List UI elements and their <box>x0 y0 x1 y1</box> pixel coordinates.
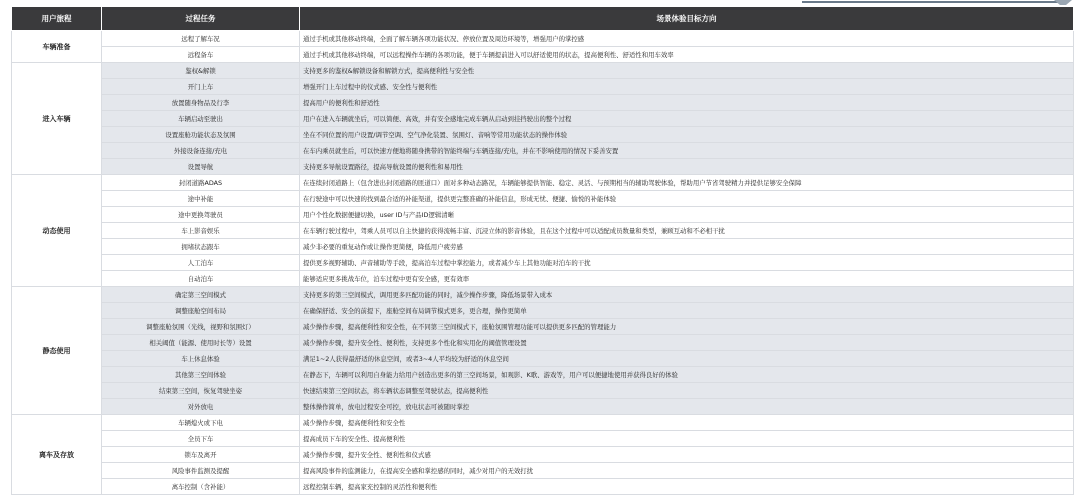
goal-cell: 能够适应更多挑战车位，泊车过程中更有安全感，更有效率 <box>300 271 1074 287</box>
table-row <box>12 287 1074 303</box>
task-cell: 锁车及离开 <box>102 447 300 463</box>
table-row <box>12 63 1074 79</box>
task-cell: 远程备车 <box>102 47 300 63</box>
goal-cell: 在车辆行驶过程中，驾乘人员可以自主快捷的获得流畅丰富、沉浸立体的影音体验，且在这个过程中可以适配成员数量和类型，兼顾互动和不必相干扰 <box>300 223 1074 239</box>
goal-cell: 增强开门上车过程中的仪式感、安全性与便利性 <box>300 79 1074 95</box>
task-cell: 封闭道路ADAS <box>102 175 300 191</box>
stage-cell: 进入车辆 <box>12 63 102 175</box>
header-task: 过程任务 <box>102 7 300 31</box>
goal-cell: 用户在进入车辆就坐后，可以简便、高效，并有安全感地完成车辆从启动到挂挡驶出的整个过程 <box>300 111 1074 127</box>
goal-cell: 在确保舒适、安全的前提下，座舱空间布局调节模式更多，更合理，操作更简单 <box>300 303 1074 319</box>
goal-cell: 在车内乘员就坐后，可以快速方便地将随身携带的智能终端与车辆连接/充电，并在不影响使用的情况下妥善安置 <box>300 143 1074 159</box>
table-row <box>12 479 1074 495</box>
table-row <box>12 463 1074 479</box>
table-row <box>12 207 1074 223</box>
task-cell: 设置座舱功能状态及氛围 <box>102 127 300 143</box>
table-row <box>12 351 1074 367</box>
task-cell: 结束第三空间，恢复驾驶坐姿 <box>102 383 300 399</box>
task-cell: 外接设备连接/充电 <box>102 143 300 159</box>
goal-cell: 支持更多导航设置路径，提高导航设置的便利性和易用性 <box>300 159 1074 175</box>
goal-cell: 减少操作步骤，提高便利性和安全性 <box>300 415 1074 431</box>
task-cell: 设置导航 <box>102 159 300 175</box>
task-cell: 远程了解车况 <box>102 31 300 47</box>
table-row <box>12 175 1074 191</box>
goal-cell: 支持更多的鉴权&解锁设备和解锁方式，提高便利性与安全性 <box>300 63 1074 79</box>
table-row <box>12 111 1074 127</box>
table-row <box>12 159 1074 175</box>
table-row <box>12 223 1074 239</box>
goal-cell: 用户个性化数据便捷切换，user ID与产品ID逻辑清晰 <box>300 207 1074 223</box>
table-row <box>12 383 1074 399</box>
goal-cell: 减少非必要的重复动作或让操作更简便，降低用户疲劳感 <box>300 239 1074 255</box>
task-cell: 开门上车 <box>102 79 300 95</box>
task-cell: 拥堵状态跟车 <box>102 239 300 255</box>
goal-cell: 远程控制车辆，提高家充控制的灵活性和便利性 <box>300 479 1074 495</box>
table-row <box>12 319 1074 335</box>
task-cell: 相关阈值（能源、使用时长等）设置 <box>102 335 300 351</box>
stage-cell: 动态使用 <box>12 175 102 287</box>
task-cell: 调整座舱空间布局 <box>102 303 300 319</box>
table-row <box>12 31 1074 47</box>
top-divider <box>0 0 1080 3</box>
goal-cell: 快速结束第三空间状态，将车辆状态调整至驾驶状态，提高便利性 <box>300 383 1074 399</box>
table-row <box>12 415 1074 431</box>
goal-cell: 提高用户的便利性和舒适性 <box>300 95 1074 111</box>
table-row <box>12 431 1074 447</box>
table-row <box>12 367 1074 383</box>
task-cell: 车上休息体验 <box>102 351 300 367</box>
table-row <box>12 127 1074 143</box>
table-row <box>12 143 1074 159</box>
table-row <box>12 239 1074 255</box>
task-cell: 途中补能 <box>102 191 300 207</box>
table-header-row <box>12 7 1074 31</box>
goal-cell: 整体操作简单，放电过程安全可控，放电状态可被随时掌控 <box>300 399 1074 415</box>
goal-cell: 在静态下，车辆可以利用自身能力给用户创造出更多的第三空间场景，如观影、K歌、游戏等，用户可以便捷地使用并获得良好的体验 <box>300 367 1074 383</box>
task-cell: 放置随身物品及行李 <box>102 95 300 111</box>
goal-cell: 减少操作步骤，提升安全性、便利性和仪式感 <box>300 447 1074 463</box>
table-row <box>12 255 1074 271</box>
task-cell: 其他第三空间体验 <box>102 367 300 383</box>
journey-table <box>11 6 1074 495</box>
task-cell: 途中更换驾驶员 <box>102 207 300 223</box>
task-cell: 车辆熄火或下电 <box>102 415 300 431</box>
table-row <box>12 399 1074 415</box>
header-stage: 用户旅程 <box>12 7 102 31</box>
stage-cell: 车辆准备 <box>12 31 102 63</box>
table-row <box>12 47 1074 63</box>
task-cell: 调整座舱氛围（光线，视野和氛围灯） <box>102 319 300 335</box>
goal-cell: 提高成员下车的安全性、提高便利性 <box>300 431 1074 447</box>
table-row <box>12 79 1074 95</box>
stage-cell: 离车及存放 <box>12 415 102 495</box>
table-row <box>12 335 1074 351</box>
header-goal: 场景体验目标方向 <box>300 7 1074 31</box>
task-cell: 车上影音娱乐 <box>102 223 300 239</box>
table-row <box>12 271 1074 287</box>
table-row <box>12 95 1074 111</box>
goal-cell: 减少操作步骤，提升安全性、便利性，支持更多个性化和实用化的阈值管理设置 <box>300 335 1074 351</box>
task-cell: 鉴权&解锁 <box>102 63 300 79</box>
goal-cell: 提供更多视野辅助、声音辅助等手段，提高泊车过程中掌控能力，或者减少车上其他功能对泊车的干扰 <box>300 255 1074 271</box>
task-cell: 确定第三空间模式 <box>102 287 300 303</box>
task-cell: 自动泊车 <box>102 271 300 287</box>
goal-cell: 在行驶途中可以快速的找到最合适的补能渠道，提供更完整准确的补能信息，形成无忧、便捷、愉悦的补能体验 <box>300 191 1074 207</box>
goal-cell: 通过手机或其他移动终端，全面了解车辆各项功能状况、停放位置及周边环境等，增强用户的掌控感 <box>300 31 1074 47</box>
table-row <box>12 447 1074 463</box>
task-cell: 对外放电 <box>102 399 300 415</box>
goal-cell: 通过手机或其他移动终端，可以远程操作车辆的各项功能，便于车辆提前进入可以舒适使用的状态，提高便利性、舒适性和用车效率 <box>300 47 1074 63</box>
task-cell: 人工泊车 <box>102 255 300 271</box>
task-cell: 风险事件监测及提醒 <box>102 463 300 479</box>
table-row <box>12 191 1074 207</box>
table-row <box>12 303 1074 319</box>
task-cell: 全员下车 <box>102 431 300 447</box>
goal-cell: 满足1~2人获得最舒适的休息空间，或者3~4人平均较为舒适的休息空间 <box>300 351 1074 367</box>
goal-cell: 减少操作步骤，提高便利性和安全性，在不同第三空间模式下，座舱氛围管理功能可以提供更多匹配的管理能力 <box>300 319 1074 335</box>
stage-cell: 静态使用 <box>12 287 102 415</box>
task-cell: 离车控制（含补能） <box>102 479 300 495</box>
goal-cell: 提高风险事件的监测能力，在提高安全感和掌控感的同时，减少对用户的无效打扰 <box>300 463 1074 479</box>
goal-cell: 支持更多的第三空间模式，调用更多匹配功能的同时，减少操作步骤，降低场景带入成本 <box>300 287 1074 303</box>
goal-cell: 在连续封闭道路上（包含进出封闭道路的匝道口）面对多种动态路况，车辆能够提供智能、稳定、灵活、与预期相当的辅助驾驶体验，帮助用户节省驾驶精力并提供足够安全保障 <box>300 175 1074 191</box>
goal-cell: 坐在不同位置的用户设置/调节空调、空气净化装置、氛围灯、音响等常用功能状态的操作体验 <box>300 127 1074 143</box>
task-cell: 车辆启动至驶出 <box>102 111 300 127</box>
